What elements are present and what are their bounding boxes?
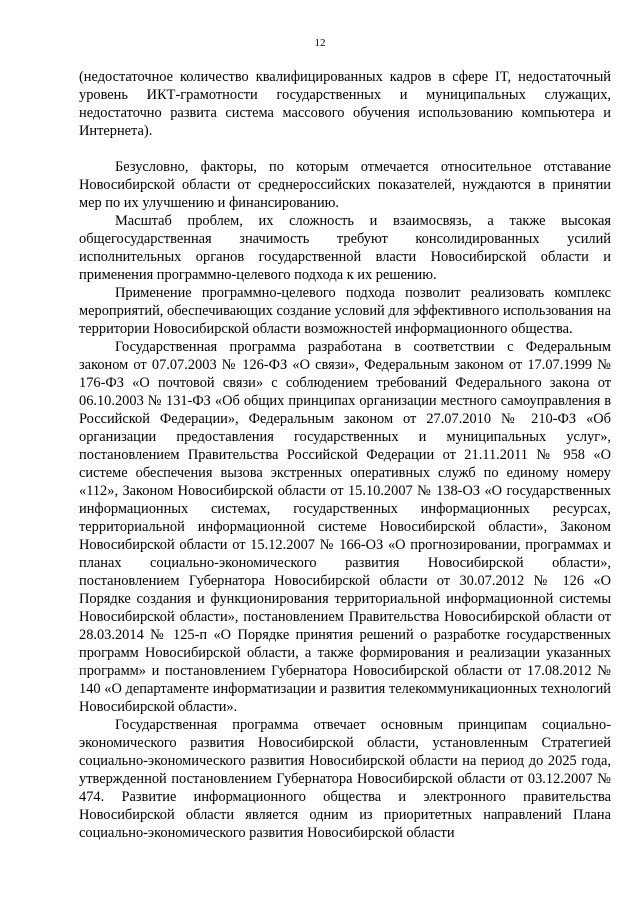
paragraph-spacer bbox=[79, 140, 611, 158]
paragraph-legal-basis: Государственная программа разработана в соответствии с Федеральным законом от 07.07.2003 № 126-ФЗ «О связи», Федеральным законом от 17.07.1999 № 176-ФЗ «О почтовой связи» с соблюдением требований Федерального закона от 06.10.2003 № 131-ФЗ «Об общих принципах организации местного самоуправления в Российской Федерации», Федеральным законом от 27.07.2010 № 210-ФЗ «Об организации предоставления государственных и муниципальных услуг», постановлением Правительства Российской Федерации от 21.11.2011 № 958 «О системе обеспечения вызова экстренных оперативных служб по единому номеру «112», Законом Новосибирской области от 15.10.2007 № 138-ОЗ «О государственных информационных системах, государственных информационных ресурсах, территориальной информационной системе Новосибирской области», Законом Новосибирской области от 15.12.2007 № 166-ОЗ «О прогнозировании, программах и планах социально-экономического развития Новосибирской области», постановлением Губернатора Новосибирской области от 30.07.2012 № 126 «О Порядке создания и функционирования территориальной информационной системы Новосибирской области», постановлением Правительства Новосибирской области от 28.03.2014 № 125-п «О Порядке принятия решений о разработке государственных программ Новосибирской области, а также формирования и реализации указанных программ» и постановлением Губернатора Новосибирской области от 17.08.2012 № 140 «О департаменте информатизации и развития телекоммуникационных технологий Новосибирской области». bbox=[79, 339, 611, 715]
paragraph-continuation: (недостаточное количество квалифицированных кадров в сфере IT, недостаточный уровень ИКТ-грамотности государственных и муниципальных служащих, недостаточно развита система массового обучения использованию компьютера и Интернета). bbox=[79, 69, 611, 139]
page-number: 12 bbox=[314, 37, 326, 49]
paragraph-factors: Безусловно, факторы, по которым отмечается относительное отставание Новосибирской области от среднероссийских показателей, нуждаются в принятии мер по их улучшению и финансированию. bbox=[79, 159, 611, 211]
paragraph-approach: Применение программно-целевого подхода позволит реализовать комплекс мероприятий, обеспечивающих создание условий для эффективного использования на территории Новосибирской области возможностей информационного общества. bbox=[79, 285, 611, 337]
paragraph-principles: Государственная программа отвечает основным принципам социально-экономического развития Новосибирской области, установленным Стратегией социально-экономического развития Новосибирской области на период до 2025 года, утвержденной постановлением Губернатора Новосибирской области от 03.12.2007 № 474. Развитие информационного общества и электронного правительства Новосибирской области является одним из приоритетных направлений Плана социально-экономического развития Новосибирской области bbox=[79, 717, 611, 841]
document-body bbox=[79, 68, 611, 842]
paragraph-scale: Масштаб проблем, их сложность и взаимосвязь, а также высокая общегосударственная значимость требуют консолидированных усилий исполнительных органов государственной власти Новосибирской области и применения программно-целевого подхода к их решению. bbox=[79, 213, 611, 283]
